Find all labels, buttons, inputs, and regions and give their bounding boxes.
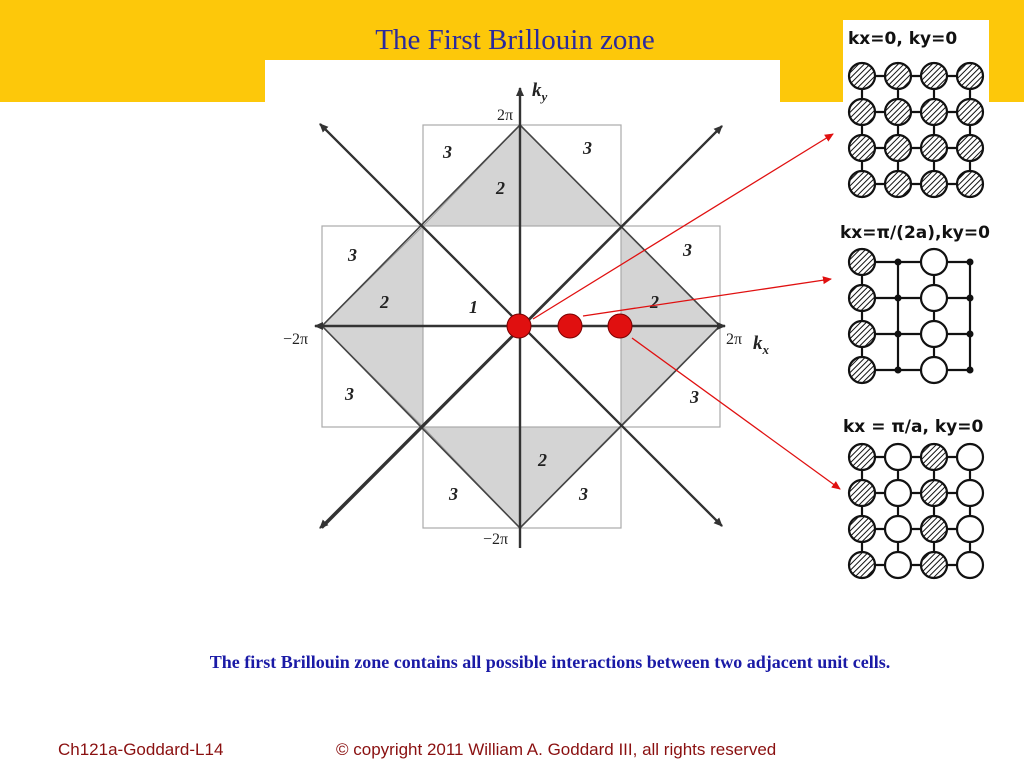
kx-axis-label-main: k [753, 333, 763, 354]
lattice-site-hatched [957, 99, 983, 125]
zone-label-2: 2 [496, 178, 505, 198]
lattice-site-open [885, 480, 911, 506]
lattice-site-open [957, 552, 983, 578]
lattice-site-hatched [849, 321, 875, 347]
lattice-site-open [921, 249, 947, 275]
zone-2-bottom [423, 427, 621, 528]
kx-axis-label [753, 333, 770, 357]
panel-2-lattice [849, 249, 974, 383]
lattice-site-open [921, 321, 947, 347]
zone-label-3: 3 [345, 384, 354, 404]
lattice-site-node [895, 331, 902, 338]
orbital-panels [840, 20, 990, 578]
lattice-site-open [957, 480, 983, 506]
slide-caption: The first Brillouin zone contains all possible interactions between two adjacent unit cells. [209, 652, 891, 672]
lattice-site-hatched [957, 135, 983, 161]
panel-3-lattice [849, 444, 983, 578]
lattice-site-hatched [849, 444, 875, 470]
zone-label-3: 3 [348, 245, 357, 265]
lattice-site-node [895, 367, 902, 374]
lattice-site-hatched [921, 480, 947, 506]
zone-label-3: 3 [579, 484, 588, 504]
tick-label-y-pos: 2π [497, 107, 514, 124]
lattice-site-hatched [921, 552, 947, 578]
tick-label-x-neg: −2π [283, 331, 309, 348]
lattice-site-hatched [921, 135, 947, 161]
lattice-site-node [895, 259, 902, 266]
lattice-site-hatched [957, 171, 983, 197]
lattice-site-node [967, 367, 974, 374]
lattice-site-hatched [849, 552, 875, 578]
zone-label-2: 2 [380, 292, 389, 312]
tick-label-x-pos: 2π [726, 331, 743, 348]
lattice-site-open [921, 357, 947, 383]
ky-axis-label [532, 80, 548, 104]
zone-label-2: 2 [538, 450, 547, 470]
lattice-site-hatched [921, 444, 947, 470]
lattice-site-hatched [849, 63, 875, 89]
lattice-site-hatched [849, 135, 875, 161]
lattice-site-node [967, 259, 974, 266]
lattice-site-hatched [921, 63, 947, 89]
ky-axis-label-sub: y [541, 89, 548, 104]
zone-label-3: 3 [690, 387, 699, 407]
lattice-site-hatched [885, 99, 911, 125]
lattice-site-node [967, 295, 974, 302]
slide-title: The First Brillouin zone [375, 24, 655, 56]
lattice-site-hatched [849, 480, 875, 506]
lattice-site-hatched [885, 171, 911, 197]
lattice-site-node [895, 295, 902, 302]
pointer-line-to-panel-2 [583, 279, 831, 316]
lattice-site-hatched [921, 99, 947, 125]
lattice-site-open [885, 516, 911, 542]
panel-2-label: kx=π/(2a),ky=0 [840, 223, 990, 243]
ky-axis-label-main: k [532, 80, 542, 101]
lattice-site-hatched [849, 357, 875, 383]
zone-label-1: 1 [469, 297, 478, 317]
lattice-site-hatched [849, 99, 875, 125]
zone-label-2: 2 [650, 292, 659, 312]
lattice-site-hatched [849, 249, 875, 275]
lattice-site-hatched [849, 516, 875, 542]
k-point-marker-gamma [507, 314, 531, 338]
lattice-site-open [885, 444, 911, 470]
lattice-site-hatched [957, 63, 983, 89]
footer-course-id: Ch121a-Goddard-L14 [58, 740, 224, 759]
lattice-site-hatched [885, 63, 911, 89]
panel-3-label: kx = π/a, ky=0 [843, 417, 984, 437]
k-point-markers [507, 314, 632, 338]
zone-label-3: 3 [683, 240, 692, 260]
kx-axis-label-sub: x [762, 342, 769, 357]
zone-label-3: 3 [583, 138, 592, 158]
tick-label-y-neg: −2π [483, 531, 509, 548]
lattice-site-hatched [921, 171, 947, 197]
k-point-marker-edge [608, 314, 632, 338]
lattice-site-hatched [921, 516, 947, 542]
lattice-site-node [967, 331, 974, 338]
k-point-marker-half [558, 314, 582, 338]
lattice-site-open [921, 285, 947, 311]
lattice-site-hatched [849, 285, 875, 311]
lattice-site-hatched [885, 135, 911, 161]
lattice-site-open [957, 516, 983, 542]
zone-label-3: 3 [449, 484, 458, 504]
lattice-site-open [885, 552, 911, 578]
panel-1-label: kx=0, ky=0 [848, 29, 958, 49]
lattice-site-hatched [849, 171, 875, 197]
footer-copyright: © copyright 2011 William A. Goddard III, all rights reserved [336, 740, 777, 759]
lattice-site-open [957, 444, 983, 470]
zone-label-3: 3 [443, 142, 452, 162]
